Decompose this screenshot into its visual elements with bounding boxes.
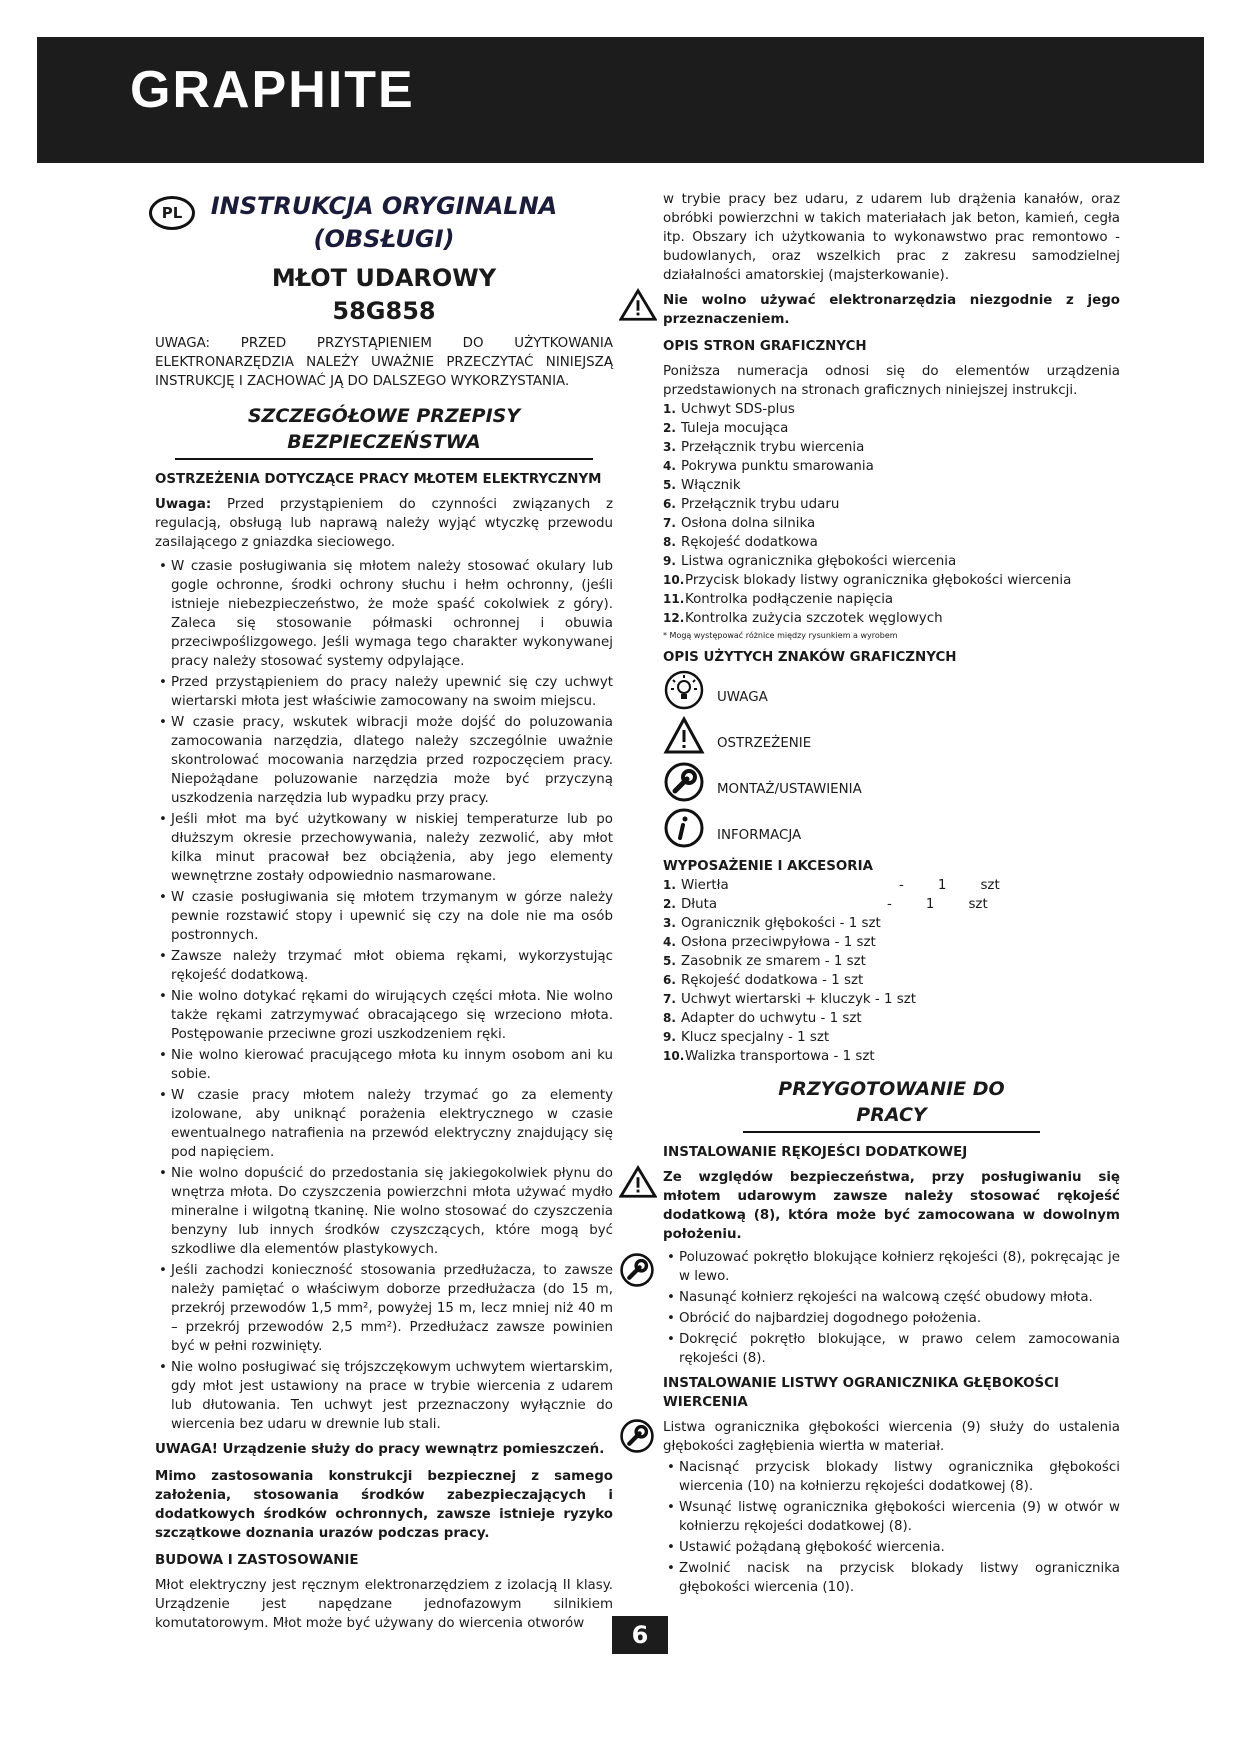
list-item: 12.Kontrolka zużycia szczotek węglowych bbox=[663, 611, 943, 626]
parts-list bbox=[663, 400, 1120, 628]
note-text: Przed przystąpieniem do czynności związanych z regulacją, obsługą lub naprawą należy wyjąć wtyczkę przewodu zasilającego z gniazdka sieciowego. bbox=[155, 497, 613, 550]
list-item: • W czasie posługiwania się młotem należy stosować okulary lub gogle ochronne, środki ochrony słuchu i hełm ochronny, (jeśli istnieje niebezpieczeństwo, że może spaść cokolwiek z góry). Zaleca się stosowanie półmaski ochronnej i obuwia przeciwpoślizgowego. Jeśli wymaga tego charakter wykonywanej pracy należy stosować systemy odpylające. bbox=[155, 557, 613, 671]
document-subtitle: (OBSŁUGI) bbox=[313, 225, 455, 253]
list-item: • Jeśli młot ma być użytkowany w niskiej temperaturze lub po dłuższym okresie przechowywania, należy zezwolić, aby młot kilka minut pracował bez obciążenia, aby jego elementy wewnętrzne zostały odpowiednio nasmarowane. bbox=[155, 810, 613, 886]
list-item: 2. Tuleja mocująca bbox=[663, 421, 789, 436]
list-item: 1. Wiertła - 1 szt bbox=[663, 878, 1000, 893]
warnings-heading: OSTRZEŻENIA DOTYCZĄCE PRACY MŁOTEM ELEKTRYCZNYM bbox=[155, 472, 602, 487]
list-item: 6. Przełącznik trybu udaru bbox=[663, 497, 840, 512]
symbol-warning bbox=[663, 713, 1120, 759]
intro-text: UWAGA: PRZED PRZYSTĄPIENIEM DO UŻYTKOWANIA ELEKTRONARZĘDZIA NALEŻY UWAŻNIE PRZECZYTAĆ NINIEJSZĄ INSTRUKCJĘ I ZACHOWAĆ JĄ DO DALSZEGO WYKORZYSTANIA. bbox=[155, 336, 613, 389]
list-item: 10.Przycisk blokady listwy ogranicznika głębokości wiercenia bbox=[663, 573, 1072, 588]
note-label: Uwaga: bbox=[155, 497, 212, 512]
list-item: • Nie wolno dotykać rękami do wirujących części młota. Nie wolno także rękami zatrzymywać obracającego się wrzeciono młota. Postępowanie przeciwne grozi uszkodzeniem ręki. bbox=[155, 987, 613, 1044]
list-item: • W czasie posługiwania się młotem trzymanym w górze należy pewnie rozstawić stopy i upewnić się czy na dole nie ma osób postronnych. bbox=[155, 888, 613, 945]
list-item: 5. Włącznik bbox=[663, 478, 741, 493]
warning-triangle-icon bbox=[663, 715, 705, 757]
list-item: • Nacisnąć przycisk blokady listwy ogranicznika głębokości wiercenia (10) na kołnierzu rękojeści dodatkowej (8). bbox=[663, 1458, 1120, 1496]
list-item: • W czasie pracy, wskutek wibracji może dojść do poluzowania zamocowania narzędzia, dlatego należy szczególnie uważnie skontrolować mocowania narzędzia przed rozpoczęciem pracy. Niepożądane poluzowanie narzędzia może być przyczyną uszkodzenia narzędzia lub wypadku przy pracy. bbox=[155, 713, 613, 808]
product-name: MŁOT UDAROWY bbox=[271, 264, 497, 292]
wrench-icon bbox=[663, 761, 705, 803]
document-title: INSTRUKCJA ORYGINALNA bbox=[210, 192, 558, 220]
continued-text: w trybie pracy bez udaru, z udarem lub drążenia kanałów, oraz obróbki powierzchni w takich materiałach jak beton, kamień, cegła itp. Obszary ich użytkowania to wykonawstwo prac remontowo - budowlanych, oraz wszelkich prac z zakresu samodzielnej działalności amatorskiej (majsterkowanie). bbox=[663, 192, 1120, 283]
product-code: 58G858 bbox=[332, 297, 436, 325]
list-item: 4. Pokrywa punktu smarowania bbox=[663, 459, 874, 474]
list-item: 5. Zasobnik ze smarem - 1 szt bbox=[663, 954, 866, 969]
misuse-text: Nie wolno używać elektronarzędzia niezgodnie z jego przeznaczeniem. bbox=[663, 293, 1120, 327]
list-item: • Nasunąć kołnierz rękojeści na walcową część obudowy młota. bbox=[663, 1288, 1120, 1307]
list-item: • Zawsze należy trzymać młot obiema rękami, wykorzystując rękojeść dodatkową. bbox=[155, 947, 613, 985]
symbol-label: INFORMACJA bbox=[717, 827, 802, 843]
left-column bbox=[155, 190, 613, 1633]
list-item: 3. Przełącznik trybu wiercenia bbox=[663, 440, 865, 455]
symbols-heading: OPIS UŻYTYCH ZNAKÓW GRAFICZNYCH bbox=[663, 650, 957, 665]
warning-triangle-icon bbox=[619, 287, 657, 323]
depth-text: Listwa ogranicznika głębokości wiercenia (9) służy do ustalenia głębokości zagłębienia wiertła w materiał. bbox=[663, 1420, 1120, 1454]
build-heading: BUDOWA I ZASTOSOWANIE bbox=[155, 1553, 359, 1568]
list-item: 3. Ogranicznik głębokości - 1 szt bbox=[663, 916, 881, 931]
info-icon bbox=[663, 807, 705, 849]
list-item: • Nie wolno dopuścić do przedostania się jakiegokolwiek płynu do wnętrza młota. Do czyszczenia powierzchni młota używać mydło mineralne i wilgotną tkaninę. Nie wolno stosować do czyszczenia benzyny lub innych środków czyszczących, które mogą być szkodliwe dla elementów plastykowych. bbox=[155, 1164, 613, 1259]
build-text: Młot elektryczny jest ręcznym elektronarzędziem z izolacją II klasy. Urządzenie jest napędzane jednofazowym silnikiem komutatorowym. Młot może być używany do wiercenia otworów bbox=[155, 1578, 613, 1631]
handle-heading: INSTALOWANIE RĘKOJEŚCI DODATKOWEJ bbox=[663, 1145, 968, 1160]
residual-risk: Mimo zastosowania konstrukcji bezpiecznej z samego założenia, stosowania środków zabezpieczających i dodatkowych środków ochronnych, zawsze istnieje ryzyko szczątkowe doznania urazów podczas pracy. bbox=[155, 1469, 613, 1541]
list-item: • Przed przystąpieniem do pracy należy upewnić się czy uchwyt wiertarski młota jest właściwie zamocowany na swoim miejscu. bbox=[155, 673, 613, 711]
list-item: 8. Adapter do uchwytu - 1 szt bbox=[663, 1011, 862, 1026]
list-item: 10.Walizka transportowa - 1 szt bbox=[663, 1049, 875, 1064]
list-item: 7. Osłona dolna silnika bbox=[663, 516, 816, 531]
symbol-info bbox=[663, 805, 1120, 851]
safety-section-title: SZCZEGÓŁOWE PRZEPISY BEZPIECZEŃSTWA bbox=[175, 403, 593, 460]
list-item: 4. Osłona przeciwpyłowa - 1 szt bbox=[663, 935, 876, 950]
graphic-heading: OPIS STRON GRAFICZNYCH bbox=[663, 339, 867, 354]
symbol-assembly bbox=[663, 759, 1120, 805]
symbol-label: MONTAŻ/USTAWIENIA bbox=[717, 781, 862, 797]
language-badge: PL bbox=[149, 196, 195, 230]
list-item: • Ustawić pożądaną głębokość wiercenia. bbox=[663, 1538, 1120, 1557]
equipment-heading: WYPOSAŻENIE I AKCESORIA bbox=[663, 859, 873, 874]
list-item: • Dokręcić pokrętło blokujące, w prawo celem zamocowania rękojeści (8). bbox=[663, 1330, 1120, 1368]
handle-steps bbox=[663, 1248, 1120, 1368]
list-item: • Nie wolno kierować pracującego młota ku innym osobom ani ku sobie. bbox=[155, 1046, 613, 1084]
right-column bbox=[663, 190, 1120, 1599]
symbol-label: OSTRZEŻENIE bbox=[717, 735, 812, 751]
misuse-warning bbox=[663, 291, 1120, 329]
list-item: 8. Rękojeść dodatkowa bbox=[663, 535, 818, 550]
page-number: 6 bbox=[612, 1616, 668, 1654]
list-item: • Nie wolno posługiwać się trójszczękowym uchwytem wiertarskim, gdy młot jest ustawiony na prace w trybie wiercenia z udarem lub dłutowania. Ten uchwyt jest przeznaczony wyłącznie do wiercenia bez udaru w drewnie lub stali. bbox=[155, 1358, 613, 1434]
symbols-list bbox=[663, 667, 1120, 851]
list-item: • W czasie pracy młotem należy trzymać go za elementy izolowane, aby uniknąć porażenia elektrycznego w czasie ewentualnego natrafienia na przewód elektryczny znajdujący się pod napięciem. bbox=[155, 1086, 613, 1162]
brand-logo: GRAPHITE bbox=[130, 61, 415, 119]
graphic-text: Poniższa numeracja odnosi się do elementów urządzenia przedstawionych na stronach graficznych niniejszej instrukcji. bbox=[663, 364, 1120, 398]
list-item: 2. Dłuta - 1 szt bbox=[663, 897, 988, 912]
list-item: • Wsunąć listwę ogranicznika głębokości wiercenia (9) w otwór w kołnierzu rękojeści dodatkowej (8). bbox=[663, 1498, 1120, 1536]
list-item: • Zwolnić nacisk na przycisk blokady listwy ogranicznika głębokości wiercenia (10). bbox=[663, 1559, 1120, 1597]
wrench-icon bbox=[619, 1252, 655, 1288]
footnote: * Mogą występować różnice między rysunkiem a wyrobem bbox=[663, 631, 898, 640]
title-block bbox=[155, 190, 613, 328]
depth-section bbox=[663, 1418, 1120, 1597]
symbol-attention bbox=[663, 667, 1120, 713]
list-item: 9. Listwa ogranicznika głębokości wiercenia bbox=[663, 554, 957, 569]
indoor-notice: UWAGA! Urządzenie służy do pracy wewnątrz pomieszczeń. bbox=[155, 1442, 605, 1457]
list-item: • Obrócić do najbardziej dogodnego położenia. bbox=[663, 1309, 1120, 1328]
equipment-list bbox=[663, 876, 1120, 1066]
handle-warning bbox=[663, 1168, 1120, 1244]
wrench-icon bbox=[619, 1418, 655, 1454]
lightbulb-icon bbox=[663, 669, 705, 711]
list-item: • Jeśli zachodzi konieczność stosowania przedłużacza, to zawsze należy pamiętać o właściwym doborze przedłużacza (do 15 m, przekrój przewodów 1,5 mm², powyżej 15 m, lecz mniej niż 40 m – przekrój przewodów 2,5 mm²). Przedłużacz zawsze powinien być w pełni rozwinięty. bbox=[155, 1261, 613, 1356]
list-item: • Poluzować pokrętło blokujące kołnierz rękojeści (8), pokręcając je w lewo. bbox=[663, 1248, 1120, 1286]
warning-triangle-icon bbox=[619, 1164, 657, 1200]
depth-heading: INSTALOWANIE LISTWY OGRANICZNIKA GŁĘBOKOŚCI WIERCENIA bbox=[663, 1376, 1059, 1410]
prep-section-title: PRZYGOTOWANIE DO PRACY bbox=[743, 1076, 1040, 1133]
list-item: 11.Kontrolka podłączenie napięcia bbox=[663, 592, 894, 607]
symbol-label: UWAGA bbox=[717, 689, 768, 705]
list-item: 1. Uchwyt SDS-plus bbox=[663, 402, 795, 417]
handle-warning-text: Ze względów bezpieczeństwa, przy posługiwaniu się młotem udarowym zawsze należy stosować rękojeść dodatkową (8), która może być zamocowana w dowolnym położeniu. bbox=[663, 1170, 1120, 1242]
list-item: 9. Klucz specjalny - 1 szt bbox=[663, 1030, 830, 1045]
note-paragraph bbox=[155, 495, 613, 552]
list-item: 7. Uchwyt wiertarski + kluczyk - 1 szt bbox=[663, 992, 917, 1007]
list-item: 6. Rękojeść dodatkowa - 1 szt bbox=[663, 973, 864, 988]
